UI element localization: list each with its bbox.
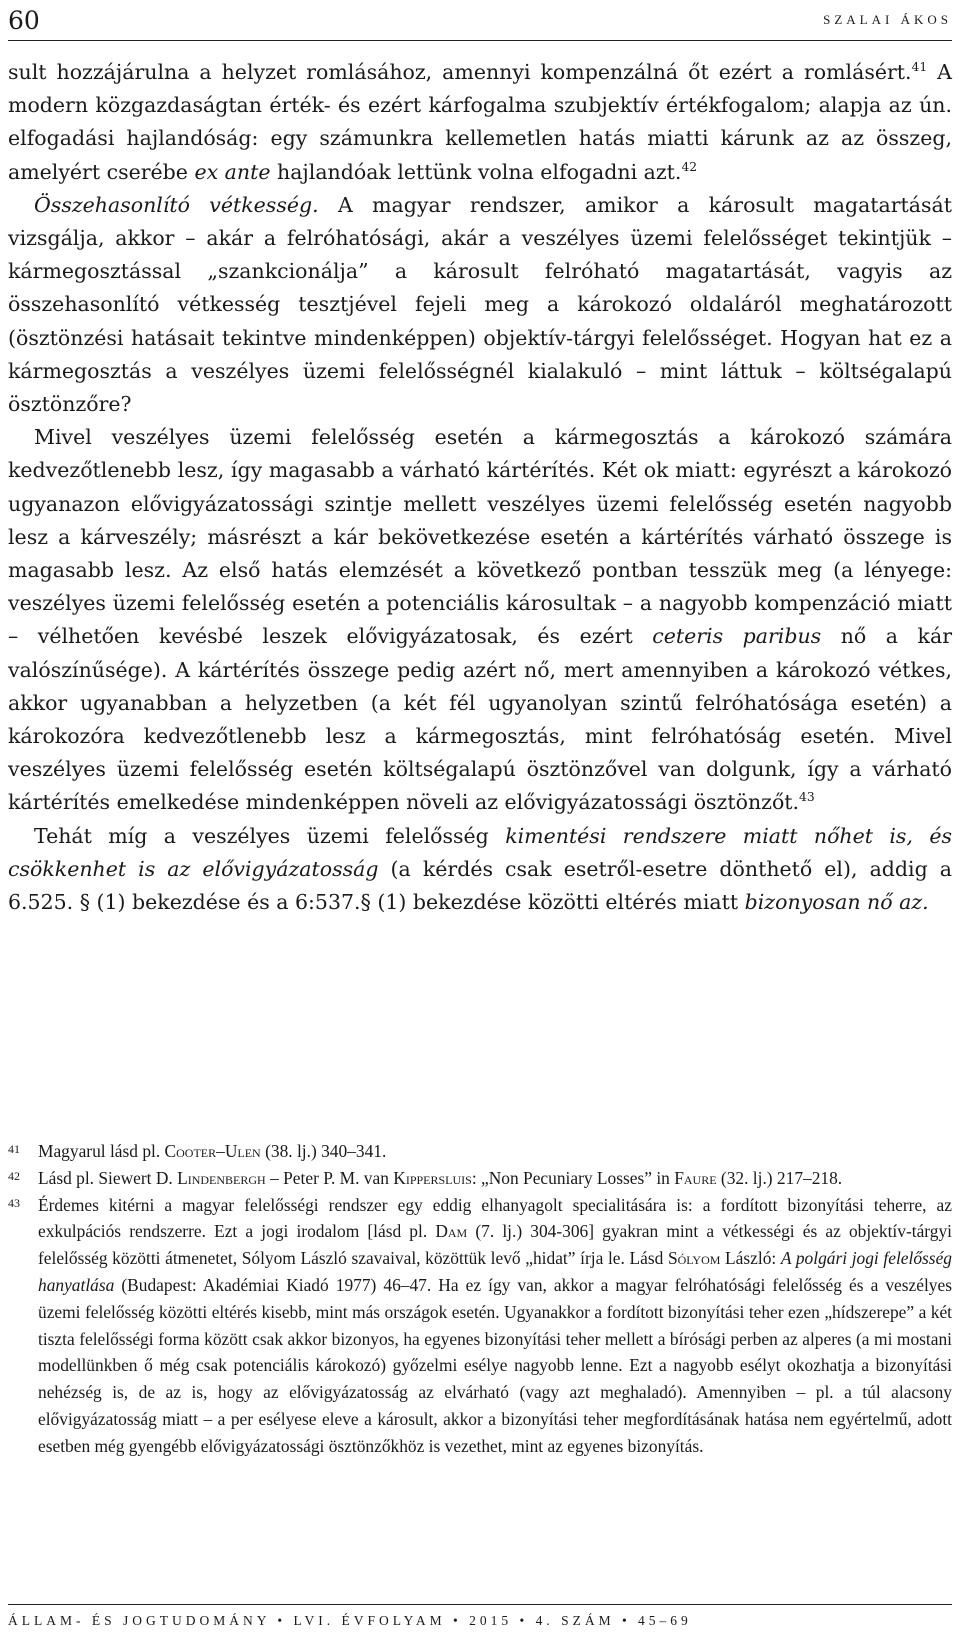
paragraph-3 [8,421,952,819]
main-text [8,56,952,919]
footnote-43-text-d: (Budapest: Akadémiai Kiadó 1977) 46–47. Ha ez így van, akkor a magyar felróhatósági felelősség és a veszélyes üzemi felelősség közötti eltérés kisebb, mint más országok esetén. Ugyanakkor a fordított bizonyítási teher ezen „hídszerepe” a két tiszta felelősségi forma között csak akkor bizonyos, ha egyenes bizonyítási teher mellett a bírósági perben az alperes (a mi mostani modellünkben ő még csak potenciális károkozó) győzelmi esélye nagyobb lenne. Ezt a nagyobb esélyt okozhatja a bizonyítási nehézség is, de az is, hogy az elővigyázatosság az elvárható (vagy azt meghaladó). Amennyiben – pl. a túl alacsony elővigyázatosság miatt – a per esélyese eleve a károsult, akkor a bizonyítási teher megfordításának hatása nem egyértelmű, adott esetben még gyengébb elővigyázatossági ösztönzőkhöz is vezethet, mint az egyenes bizonyítás. [38,1274,952,1456]
footnote-41-text-a: Magyarul lásd pl. [38,1141,165,1161]
footnote-42 [8,1165,952,1192]
footnote-ref-43[interactable]: 43 [799,790,815,805]
section-heading-comparative-negligence: Összehasonlító vétkesség. [34,192,319,217]
paragraph-4 [8,820,952,920]
footnote-42-text-b: – Peter P. M. van [265,1167,394,1188]
footnote-42-author-3: Faure [674,1167,717,1188]
footnote-42-text-d: (32. lj.) 217–218. [716,1167,843,1188]
footnote-number: 41 [8,1142,20,1156]
footnote-41 [8,1138,952,1165]
footnote-43 [8,1192,952,1460]
footnote-number: 43 [8,1195,20,1210]
paragraph-2 [8,189,952,421]
p4-italic-2: bizonyosan nő az. [744,890,929,915]
footnote-43-author-2: Sólyom [667,1248,721,1269]
footnote-43-text-c: László: [720,1248,781,1269]
p2-text-1: A magyar rendszer, amikor a károsult magatartását vizsgálja, akkor – akár a felróhatósági, akár a veszélyes üzemi felelősséget tekintjük – kármegosztással „szankcionálja” a károsult felróható magatartását, vagyis az összehasonlító vétkesség tesztjével fejeli meg a károkozó oldaláról meghatározott (ösztönzési hatásait tekintve mindenképpen) objektív-tárgyi felelősséget. Hogyan hat ez a kármegosztás a veszélyes üzemi felelősségnél kialakuló – mint láttuk – költségalapú ösztönzőre? [8,192,952,417]
footnote-43-author-1: Dam [435,1221,468,1242]
footnote-number: 42 [8,1168,20,1183]
p1-text-3: hajlandóak lettünk volna elfogadni azt. [270,159,682,184]
p3-text-2: nő a kár valószínűsége). A kártérítés összege pedig azért nő, mert amennyiben a károkozó vétkes, akkor ugyanabban a helyzetben (a két fél ugyanolyan szintű felróhatósága esetén) a károkozóra kedvezőtlenebb lesz a kármegosztás, mint felróhatóság esetén. Mivel veszélyes üzemi felelősség esetén költségalapú ösztönzővel van dolgunk, így a várható kártérítés emelkedése mindenképpen növeli az elővigyázatossági ösztönzőt. [8,624,952,815]
footnote-43-text-b: (7. lj.) 304-306] gyakran mint a vétkességi és az objektív-tárgyi felelősség közötti átmenetet, Sólyom László szavaival, közöttük levő „hidat” írja le. Lásd [38,1221,952,1269]
footnote-42-author-1: Lindenbergh [177,1167,266,1188]
page-header [8,0,952,41]
footnote-ref-42[interactable]: 42 [681,159,698,174]
footnote-42-text-a: Lásd pl. Siewert D. [38,1167,178,1188]
footnote-41-author: Cooter–Ulen [164,1141,261,1161]
footnote-42-author-2: Kippersluis [393,1167,472,1188]
footnote-41-text-b: (38. lj.) 340–341. [260,1141,387,1161]
p3-ceteris-paribus: ceteris paribus [652,624,822,649]
p1-ex-ante: ex ante [194,159,271,184]
p4-italic-1: kimentési rendszere miatt nőhet is, és csökkenhet is az elővigyázatosság [8,823,952,881]
page-footer [8,1604,952,1639]
footnotes [8,1138,952,1460]
p4-text-1: Tehát míg a veszélyes üzemi felelősség [34,823,506,848]
paragraph-1 [8,56,952,189]
p1-text-2: A modern közgazdaságtan érték- és ezért kárfogalma szubjektív értékfogalom; alapja az ún. elfogadási hajlandóság: egy számunkra kellemetlen hatás miatti kárunk az az összeg, amelyért cserébe [8,60,952,184]
footnote-43-book-title: A polgári jogi felelősség hanyatlása [38,1248,952,1295]
running-head-author: SZALAI ÁKOS [823,12,952,27]
footnote-43-text-a: Érdemes kitérni a magyar felelősségi rendszer egy eddig elhanyagolt specialitására is: a fordított bizonyítási teherre, az exkulpációs rendszerre. Ezt a jogi irodalom [lásd pl. [38,1194,952,1242]
journal-citation: ÁLLAM- ÉS JOGTUDOMÁNY • LVI. ÉVFOLYAM • 2015 • 4. SZÁM • 45–69 [8,1613,692,1628]
footnote-42-text-c: : „Non Pecuniary Losses” in [471,1167,675,1188]
p3-text-1: Mivel veszélyes üzemi felelősség esetén a kármegosztás a károkozó számára kedvezőtlenebb lesz, így magasabb a várható kártérítés. Két ok miatt: egyrészt a károkozó ugyanazon elővigyázatossági szintje mellett veszélyes üzemi felelősség esetén nagyobb lesz a kárveszély; másrészt a kár bekövetkezése esetén a kártérítés várható összege is magasabb lesz. Az első hatás elemzését a következő pontban tesszük meg (a lényege: veszélyes üzemi felelősség esetén a potenciális károsultak – a nagyobb kompenzáció miatt – vélhetően kevésbé leszek elővigyázatosak, és ezért [8,425,952,649]
p4-text-2: (a kérdés csak esetről-esetre dönthető el), addig a 6.525. § (1) bekezdése és a 6:537.§ (1) bekezdése közötti eltérés miatt [8,856,952,915]
p1-text-1: sult hozzájárulna a helyzet romlásához, amennyi kompenzálná őt ezért a romlásért. [8,60,912,84]
footnote-ref-41[interactable]: 41 [911,60,928,75]
page-number: 60 [8,6,40,35]
